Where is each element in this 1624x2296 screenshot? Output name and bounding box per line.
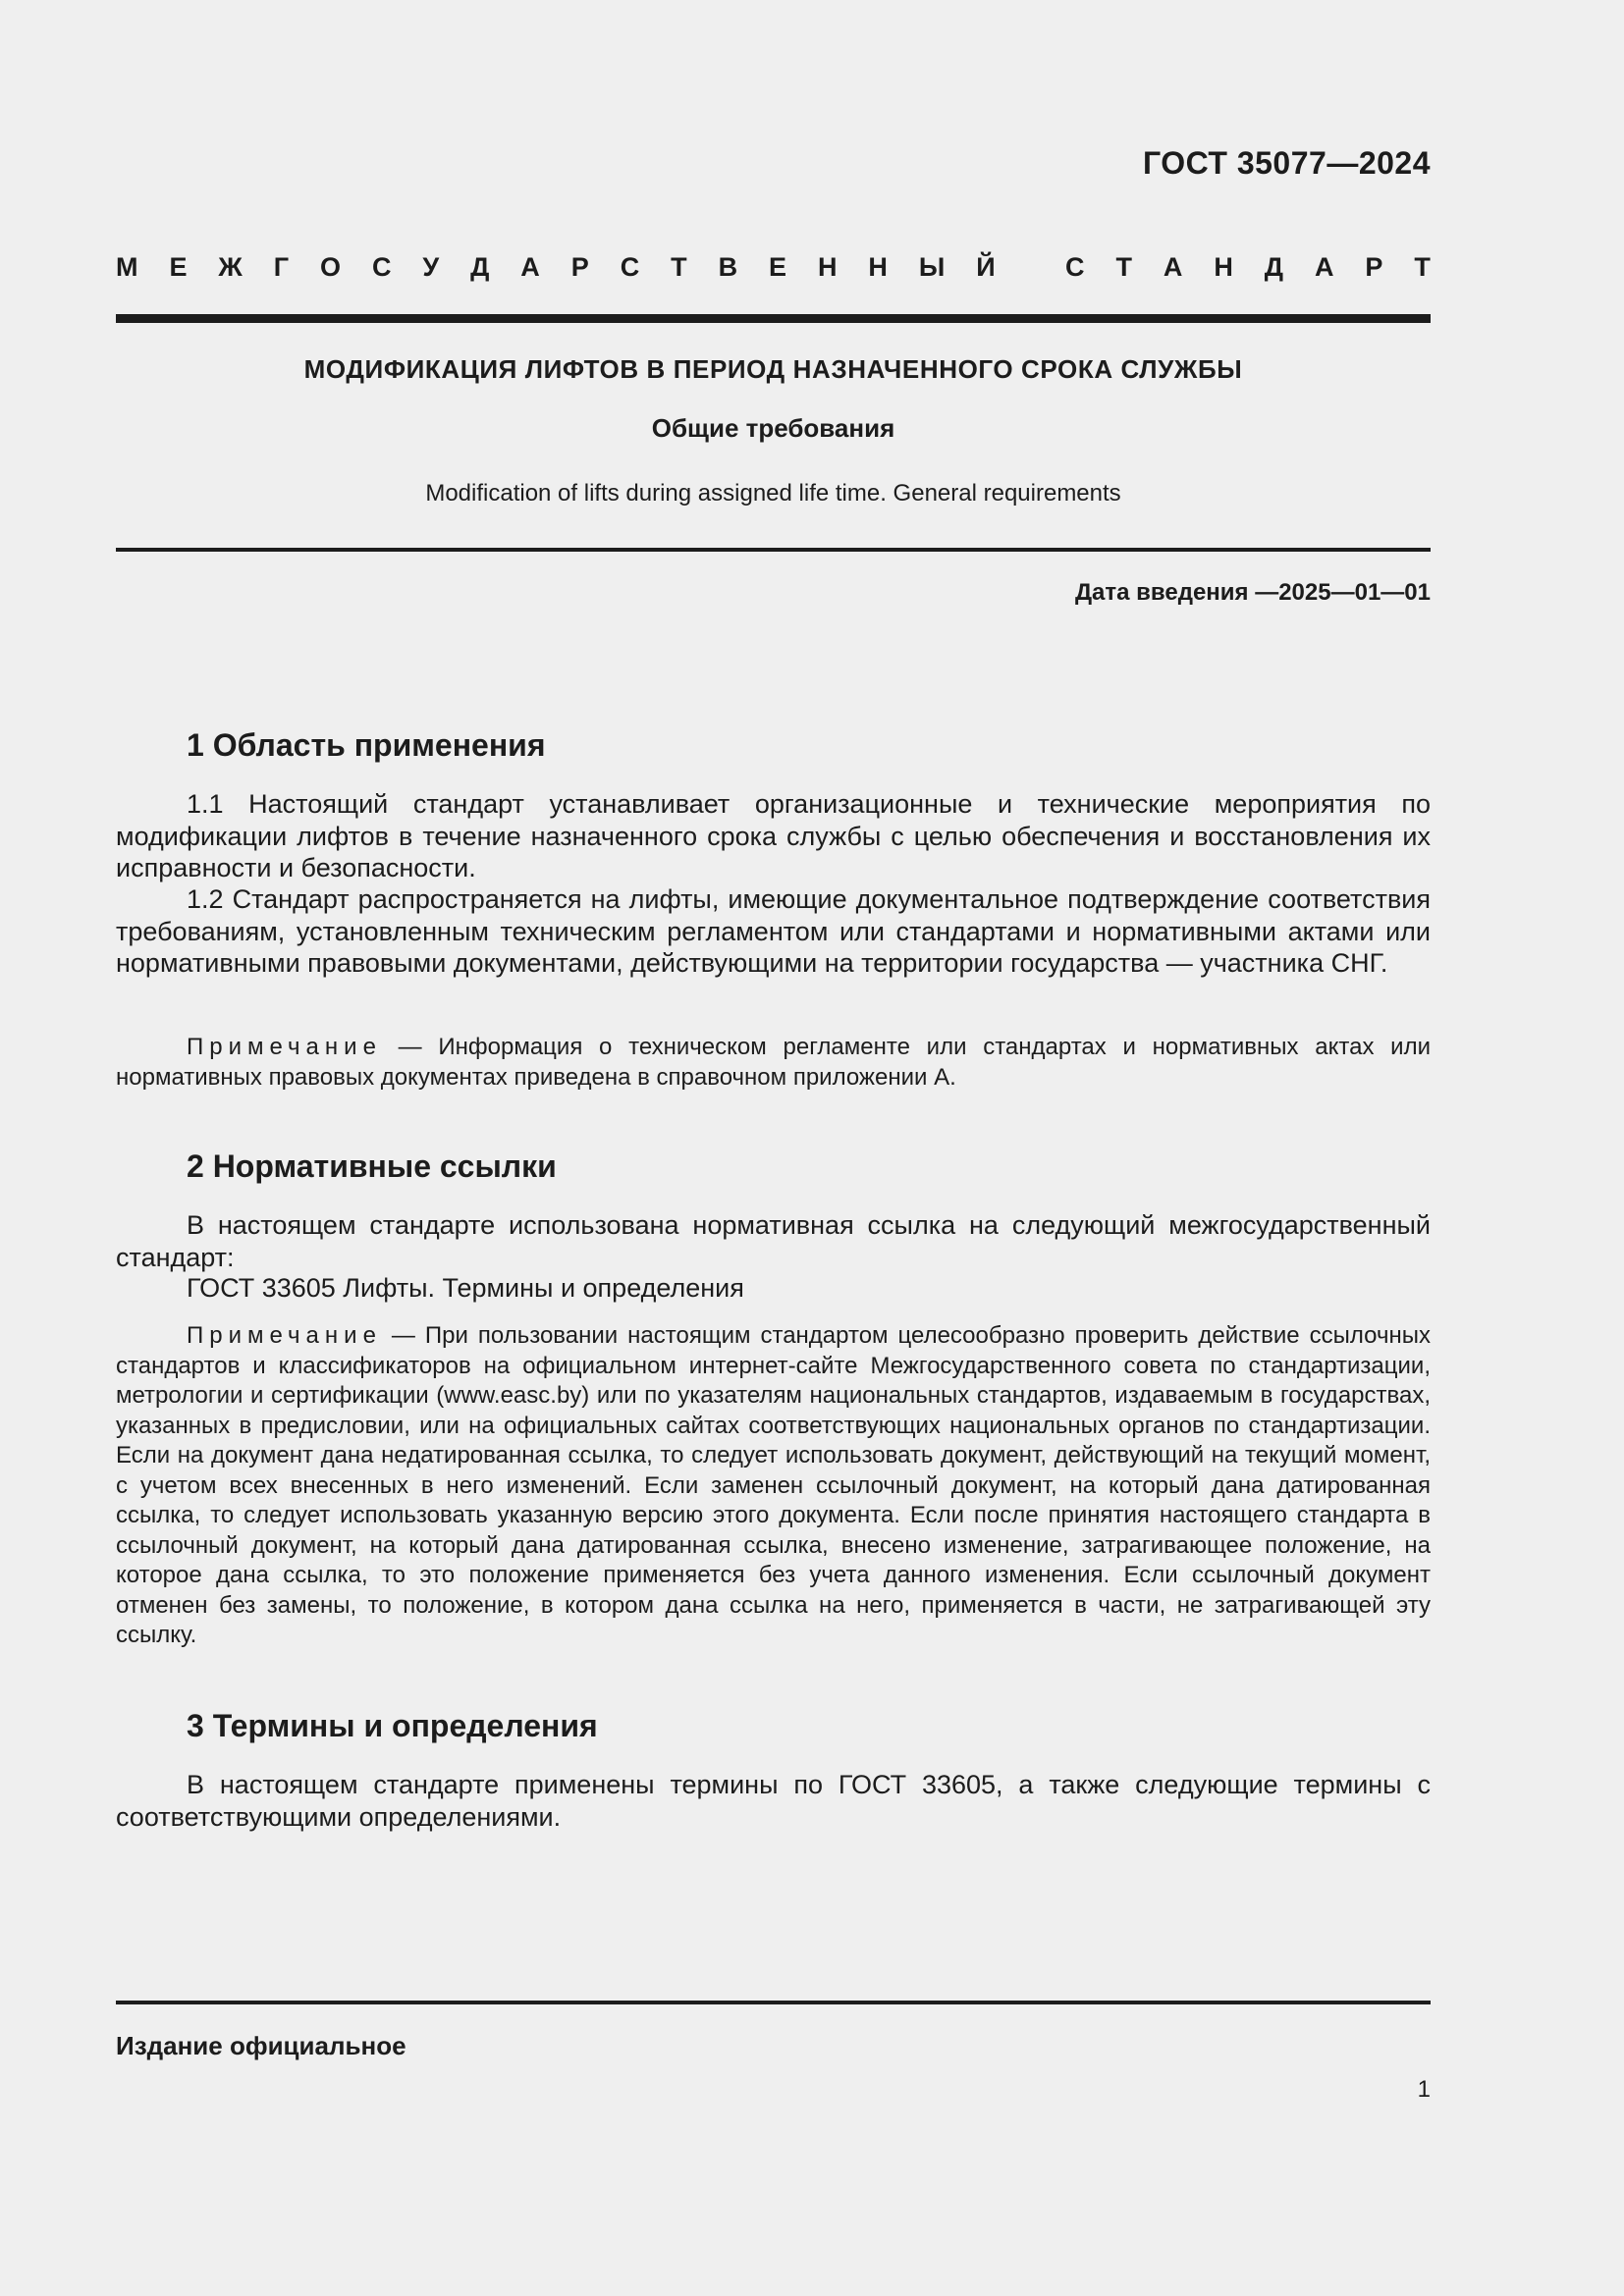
document-title-english: Modification of lifts during assigned life time. General requirements xyxy=(425,480,1121,507)
document-subtitle: Общие требования xyxy=(651,413,895,443)
standard-type-letter: Г xyxy=(273,252,290,282)
standard-type-letter: О xyxy=(319,252,341,282)
note-label: Примечание xyxy=(187,1322,382,1349)
standard-type-letter: Н xyxy=(817,252,838,282)
note-label: Примечание xyxy=(187,1034,382,1060)
standard-type-letter: Т xyxy=(1115,252,1132,282)
standard-type-letter: Е xyxy=(769,252,787,282)
page-number: 1 xyxy=(1417,2076,1431,2103)
standard-type-letter: М xyxy=(116,252,138,282)
standard-type-letter: У xyxy=(422,252,440,282)
section-3-paragraph-1: В настоящем стандарте применены термины по ГОСТ 33605, а также следующие термины с соответствующими определениями. xyxy=(116,1770,1431,1832)
document-title: МОДИФИКАЦИЯ ЛИФТОВ В ПЕРИОД НАЗНАЧЕННОГО СРОКА СЛУЖБЫ xyxy=(303,354,1243,384)
standard-type-letter: Н xyxy=(1214,252,1233,282)
note-text: — При пользовании настоящим стандартом целесообразно проверить действие ссылочных стандартов и классификаторов на официальном интернет-сайте Межгосударственного совета по стандартизации, метрологии и сертификации (www.easc.by) или по указателям национальных стандартов, издаваемым в государствах, указанных в предисловии, или на официальных сайтах соответствующих национальных органов по стандартизации. Если на документ дана недатированная ссылка, то следует использовать документ, действующий на текущий момент, с учетом всех внесенных в него изменений. Если заменен ссылочный документ, на который дана датированная ссылка, то следует использовать указанную версию этого документа. Если после принятия настоящего стандарта в ссылочный документ, на который дана датированная ссылка, внесено изменение, затрагивающее положение, на которое дана ссылка, то это положение применяется без учета данного изменения. Если ссылочный документ отменен без замены, то положение, в котором дана ссылка на него, применяется в части, не затрагивающей эту ссылку. xyxy=(116,1322,1431,1648)
standard-type-letter: Р xyxy=(1365,252,1383,282)
section-1-paragraph-2: 1.2 Стандарт распространяется на лифты, имеющие документальное подтверждение соответствия требованиям, установленным техническим регламентом или стандартами и нормативными актами или нормативными правовыми документами, действующими на территории государства — участника СНГ. xyxy=(116,884,1431,978)
section-2-note xyxy=(116,1321,1431,1651)
header-rule-thick xyxy=(116,314,1431,323)
standard-type-letter: Й xyxy=(976,252,996,282)
standard-type-letter: А xyxy=(1163,252,1183,282)
standard-type-letter: Ы xyxy=(918,252,946,282)
section-1-paragraph-1: 1.1 Настоящий стандарт устанавливает организационные и технические мероприятия по модификации лифтов в течение назначенного срока службы с целью обеспечения и восстановления их исправности и безопасности. xyxy=(116,789,1431,882)
standard-type-letter: Н xyxy=(868,252,888,282)
standard-type-heading xyxy=(116,252,1431,283)
standard-type-letter: С xyxy=(1065,252,1085,282)
section-1-heading: 1 Область применения xyxy=(187,727,546,763)
standard-type-letter: А xyxy=(1314,252,1334,282)
section-1-note xyxy=(116,1033,1431,1093)
section-2-heading: 2 Нормативные ссылки xyxy=(187,1148,557,1184)
standard-type-letter: С xyxy=(371,252,392,282)
standard-type-letter: Д xyxy=(1264,252,1283,282)
official-edition-label: Издание официальное xyxy=(116,2031,406,2060)
standard-type-letter: С xyxy=(620,252,640,282)
standard-type-letter: Е xyxy=(169,252,188,282)
standard-type-letter: Т xyxy=(1414,252,1431,282)
standard-type-letter: Д xyxy=(470,252,490,282)
title-rule xyxy=(116,548,1431,552)
standard-type-letter xyxy=(1027,252,1035,283)
section-3-heading: 3 Термины и определения xyxy=(187,1708,598,1743)
standard-type-letter: Р xyxy=(570,252,589,282)
footer-rule xyxy=(116,2001,1431,2004)
note-text: — Информация о техническом регламенте или стандартах и нормативных актах или нормативных правовых документах приведена в справочном приложении А. xyxy=(116,1034,1431,1091)
standard-type-letter: Т xyxy=(671,252,687,282)
section-2-paragraph-1: В настоящем стандарте использована нормативная ссылка на следующий межгосударственный стандарт: xyxy=(116,1210,1431,1272)
document-code: ГОСТ 35077—2024 xyxy=(1142,145,1431,181)
standard-type-letter: А xyxy=(520,252,540,282)
introduction-date: Дата введения —2025—01—01 xyxy=(1074,579,1431,606)
standard-type-letter: Ж xyxy=(218,252,243,282)
normative-reference: ГОСТ 33605 Лифты. Термины и определения xyxy=(187,1273,744,1303)
standard-type-letter: В xyxy=(718,252,738,282)
